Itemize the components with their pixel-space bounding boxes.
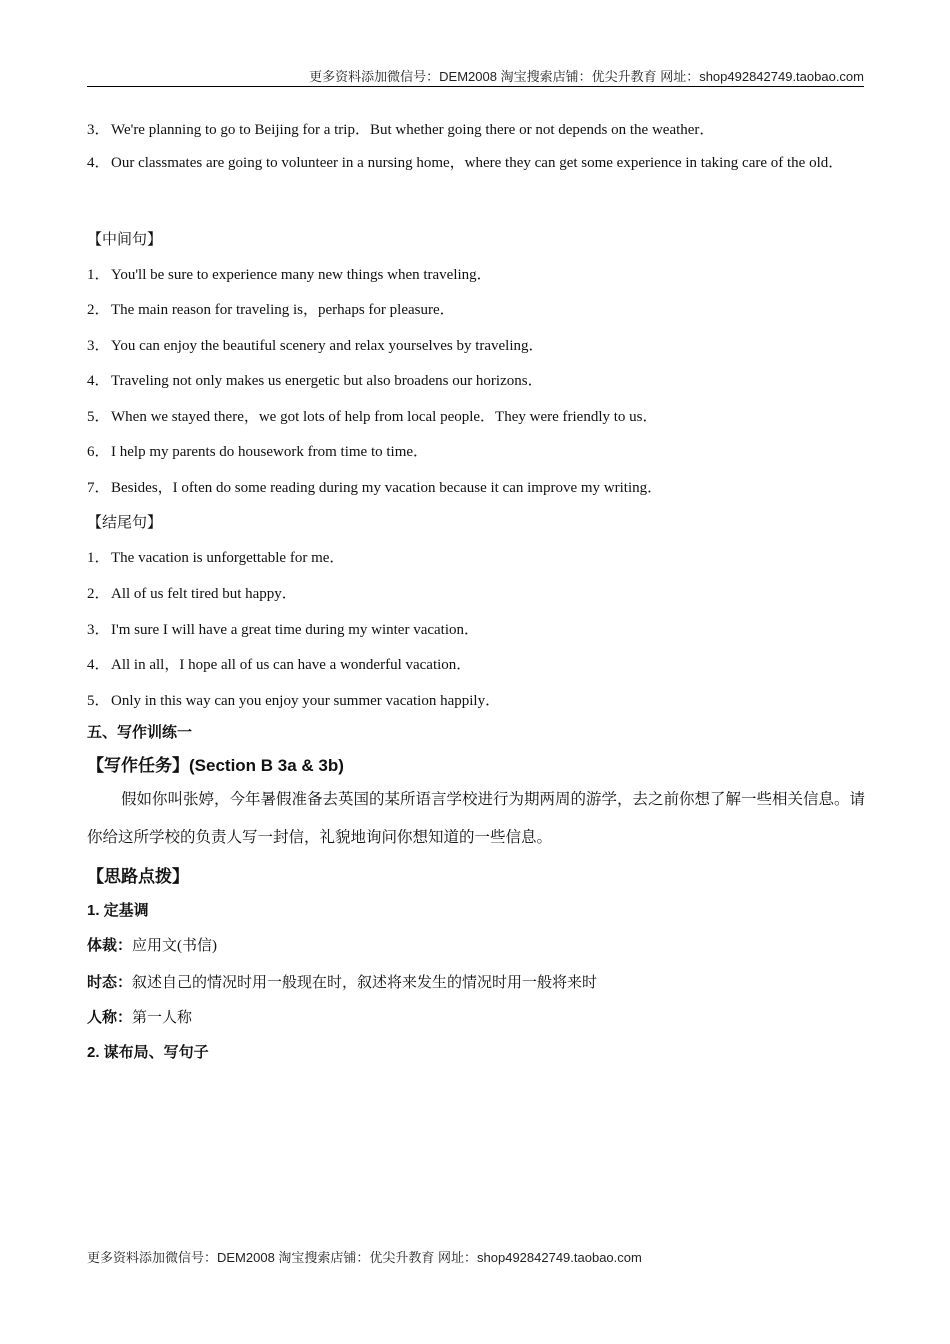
- header-divider: [87, 86, 864, 87]
- item-text: Besides，I often do some reading during my vacation because it can improve my writing．: [111, 480, 663, 496]
- genre-label: 体裁：: [87, 937, 133, 954]
- item-text: Traveling not only makes us energetic but also broadens our horizons．: [111, 373, 543, 389]
- task-description: 假如你叫张婷，今年暑假准备去英国的某所语言学校进行为期两周的游学，去之前你想了解一些相关信息。请你给这所学校的负责人写一封信，礼貌地询问你想知道的一些信息。: [87, 791, 866, 846]
- item-number: 6．: [87, 444, 110, 460]
- section-title: 五、写作训练一: [87, 724, 193, 741]
- item-text: Our classmates are going to volunteer in a nursing home，where they can get some experience in taking care of the old．: [111, 155, 844, 171]
- item-text: All of us felt tired but happy．: [111, 586, 297, 602]
- item-number: 5．: [87, 409, 110, 425]
- item-text: You'll be sure to experience many new things when traveling．: [111, 267, 492, 283]
- item-number: 4．: [87, 657, 110, 673]
- list-item: [87, 440, 428, 461]
- genre-value: 应用文(书信): [132, 938, 218, 954]
- list-item: [87, 369, 543, 390]
- person-value: 第一人称: [132, 1010, 193, 1026]
- person-label: 人称：: [87, 1009, 133, 1026]
- item-number: 7．: [87, 480, 110, 496]
- list-item: [87, 618, 479, 639]
- item-text: The main reason for traveling is，perhaps for pleasure．: [111, 302, 455, 318]
- item-number: 4．: [87, 373, 110, 389]
- item-number: 4．: [87, 155, 110, 171]
- page-header: 更多资料添加微信号：DEM2008 淘宝搜索店铺：优尖升教育 网址：shop492842749.taobao.com: [309, 69, 864, 84]
- tense-label: 时态：: [87, 974, 133, 991]
- list-item: [87, 144, 865, 182]
- tense-value: 叙述自己的情况时用一般现在时，叙述将来发生的情况时用一般将来时: [132, 975, 598, 991]
- item-text: I'm sure I will have a great time during my winter vacation．: [111, 622, 480, 638]
- section-heading-ending: 【结尾句】: [87, 515, 163, 531]
- item-number: 2．: [87, 302, 110, 318]
- list-item: [87, 298, 455, 319]
- item-number: 3．: [87, 622, 110, 638]
- list-item: [87, 476, 662, 497]
- item-text: Only in this way can you enjoy your summer vacation happily．: [111, 693, 501, 709]
- item-number: 2．: [87, 586, 110, 602]
- list-item: [87, 334, 544, 355]
- page-footer: 更多资料添加微信号：DEM2008 淘宝搜索店铺：优尖升教育 网址：shop492842749.taobao.com: [87, 1250, 642, 1265]
- tips-heading: 【思路点拨】: [87, 867, 189, 886]
- item-text: I help my parents do housework from time to time．: [111, 444, 429, 460]
- list-item: [87, 653, 471, 674]
- item-text: The vacation is unforgettable for me．: [111, 550, 345, 566]
- item-number: 1．: [87, 550, 110, 566]
- item-number: 5．: [87, 693, 110, 709]
- step-2-heading: 2. 谋布局、写句子: [87, 1044, 209, 1061]
- list-item: [87, 546, 344, 567]
- list-item: [87, 118, 714, 139]
- item-number: 3．: [87, 122, 110, 138]
- item-text: You can enjoy the beautiful scenery and relax yourselves by traveling．: [111, 338, 544, 354]
- tense-row: [87, 971, 597, 992]
- genre-row: [87, 934, 217, 955]
- item-text: All in all，I hope all of us can have a wonderful vacation．: [111, 657, 472, 673]
- item-text: When we stayed there，we got lots of help from local people．They were friendly to us．: [111, 409, 658, 425]
- list-item: [87, 689, 500, 710]
- list-item: [87, 263, 492, 284]
- item-number: 1．: [87, 267, 110, 283]
- list-item: [87, 582, 297, 603]
- item-text: We're planning to go to Beijing for a trip．But whether going there or not depends on the weather．: [111, 122, 715, 138]
- section-heading-middle: 【中间句】: [87, 232, 163, 248]
- list-item: [87, 405, 658, 426]
- step-1-heading: 1. 定基调: [87, 902, 149, 919]
- person-row: [87, 1006, 192, 1027]
- task-heading: 【写作任务】(Section B 3a & 3b): [87, 756, 344, 775]
- item-number: 3．: [87, 338, 110, 354]
